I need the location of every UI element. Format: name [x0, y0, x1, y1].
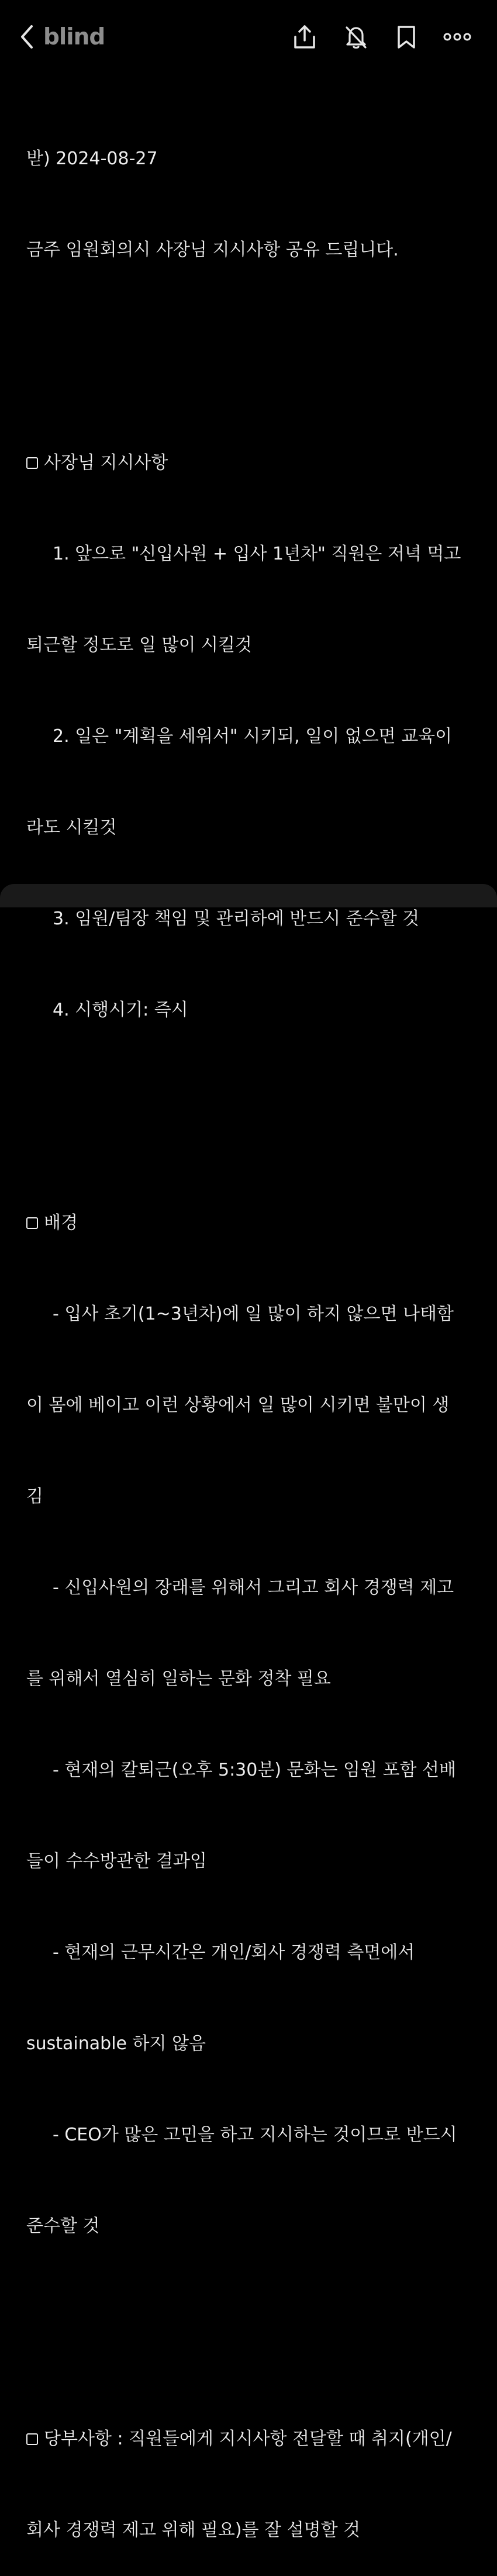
share-icon	[292, 24, 317, 50]
more-icon	[442, 31, 472, 43]
post-date-line: 받) 2024-08-27	[26, 149, 158, 169]
more-options-button[interactable]	[442, 23, 472, 50]
directive-line: 라도 시킬것	[26, 817, 117, 838]
background-line: - 현재의 근무시간은 개인/회사 경쟁력 측면에서	[53, 1942, 415, 1963]
directive-line: 4. 시행시기: 즉시	[53, 1000, 188, 1020]
background-line: 준수할 것	[26, 2216, 100, 2236]
background-line: 를 위해서 열심히 일하는 문화 정착 필요	[26, 1669, 331, 1689]
share-button[interactable]	[291, 23, 318, 50]
post-body	[26, 83, 482, 2576]
brand-logo: blind	[43, 24, 105, 50]
checkbox-square-icon	[26, 457, 38, 469]
bookmark-button[interactable]	[393, 23, 420, 50]
post-intro-line: 금주 임원회의시 사장님 지시사항 공유 드립니다.	[26, 240, 399, 260]
checkbox-square-icon	[26, 2433, 38, 2445]
checkbox-square-icon	[26, 1217, 38, 1229]
directive-line: 3. 임원/팀장 책임 및 관리하에 반드시 준수할 것	[53, 909, 420, 929]
section-heading-request: 당부사항 : 직원들에게 지시사항 전달할 때 취지(개인/	[26, 2424, 482, 2454]
top-navigation-bar	[0, 0, 497, 74]
background-line: - 현재의 칼퇴근(오후 5:30분) 문화는 임원 포함 선배	[53, 1760, 456, 1780]
notification-off-button[interactable]	[343, 23, 370, 50]
section-heading-background: 배경	[26, 1208, 482, 1238]
background-line: 들이 수수방관한 결과임	[26, 1851, 207, 1871]
background-line: - 입사 초기(1~3년차)에 일 많이 하지 않으면 나태함	[53, 1304, 454, 1324]
back-button[interactable]	[15, 22, 39, 51]
section-heading-directives: 사장님 지시사항	[26, 448, 482, 478]
chevron-left-icon	[19, 25, 34, 49]
bottom-sheet-edge	[0, 884, 497, 907]
directive-line: 퇴근할 정도로 일 많이 시킬것	[26, 635, 252, 655]
background-line: 김	[26, 1486, 43, 1507]
background-line: - 신입사원의 장래를 위해서 그리고 회사 경쟁력 제고	[53, 1577, 454, 1598]
directive-line: 2. 일은 "계획을 세워서" 시키되, 일이 없으면 교육이	[53, 726, 453, 747]
request-line: 회사 경쟁력 제고 위해 필요)를 잘 설명할 것	[26, 2520, 361, 2540]
background-line: 이 몸에 베이고 이런 상황에서 일 많이 시키면 불만이 생	[26, 1395, 450, 1415]
background-line: - CEO가 많은 고민을 하고 지시하는 것이므로 반드시	[53, 2125, 457, 2145]
bookmark-icon	[394, 24, 419, 50]
directive-line: 1. 앞으로 "신입사원 + 입사 1년차" 직원은 저녁 먹고	[53, 544, 461, 564]
background-line: sustainable 하지 않음	[26, 2033, 206, 2054]
bell-off-icon	[343, 24, 369, 50]
